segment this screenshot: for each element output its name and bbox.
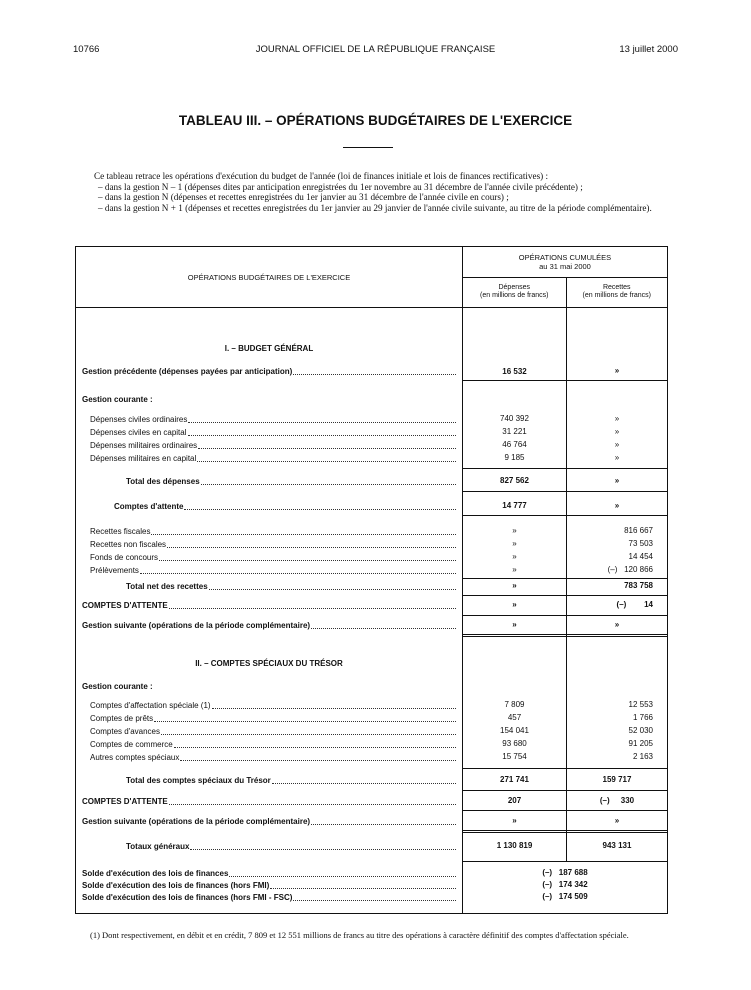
values-area [463, 308, 668, 914]
rule [567, 790, 667, 791]
row-label-total-cst: Total des comptes spéciaux du Trésor [126, 775, 458, 787]
budget-table [75, 246, 668, 914]
cell-depenses: » [512, 816, 517, 825]
row-label-comptes-attente: COMPTES D'ATTENTE [82, 600, 458, 612]
row-label-gestion-precedente: Gestion précédente (dépenses payées par anticipation) [82, 366, 458, 378]
row-label-gestion-suivante: Gestion suivante (opérations de la période complémentaire) [82, 620, 458, 632]
row-label: Recettes non fiscales [90, 539, 458, 551]
page-title: TABLEAU III. – OPÉRATIONS BUDGÉTAIRES DE L'EXERCICE [178, 113, 573, 128]
cell-depenses: 7 809 [504, 700, 525, 709]
cell-depenses: 827 562 [500, 476, 529, 485]
column-header-label: OPÉRATIONS BUDGÉTAIRES DE L'EXERCICE [187, 272, 351, 282]
cell-depenses: » [512, 526, 517, 535]
depenses-column [463, 308, 566, 861]
rule [463, 615, 566, 616]
cell-depenses: » [512, 581, 517, 590]
row-label-gestion-suivante: Gestion suivante (opérations de la période complémentaire) [82, 816, 458, 828]
rule [463, 832, 566, 833]
row-label: Dépenses militaires en capital [90, 453, 458, 465]
depenses-title: Dépenses [498, 283, 531, 291]
cell-solde: (–) 174 342 [542, 880, 588, 889]
section-title: II. – COMPTES SPÉCIAUX DU TRÉSOR [195, 659, 343, 668]
recettes-unit: (en millions de francs) [582, 292, 651, 299]
row-label: Dépenses militaires ordinaires [90, 440, 458, 452]
row-label-totaux-generaux: Totaux généraux [126, 841, 458, 853]
recettes-title: Recettes [602, 283, 631, 291]
rule [567, 468, 667, 469]
cell-recettes: 12 553 [628, 700, 653, 709]
row-label-gestion-courante: Gestion courante : [82, 395, 153, 404]
footnote: (1) Dont respectivement, en débit et en crédit, 7 809 et 12 551 millions de francs au titre des opérations à caractère définitif des comptes d'affectation spéciale. [90, 930, 629, 940]
intro-bullet: – dans la gestion N (dépenses et recettes enregistrées du 1er janvier au 31 décembre de l'année civile en cours) ; [98, 192, 509, 203]
page-number: 10766 [73, 44, 100, 55]
intro-lead: Ce tableau retrace les opérations d'exécution du budget de l'année (loi de finances initiale et lois de finances rectificatives) : [94, 171, 549, 181]
cell-recettes: (–) 14 [616, 600, 653, 609]
page-header [73, 44, 678, 58]
row-label: Dépenses civiles ordinaires [90, 414, 458, 426]
rule [567, 830, 667, 831]
cell-recettes: » [614, 414, 620, 423]
column-group-subtitle: au 31 mai 2000 [539, 262, 591, 271]
rule [567, 810, 667, 811]
cell-depenses: 207 [507, 796, 522, 805]
column-group-title: OPÉRATIONS CUMULÉES [518, 253, 612, 262]
row-label: Prélèvements [90, 565, 458, 577]
rule [463, 578, 566, 579]
row-label-total-depenses: Total des dépenses [126, 476, 458, 488]
column-header-recettes [566, 277, 668, 308]
cell-depenses: 46 764 [502, 440, 527, 449]
cell-recettes: » [614, 816, 620, 825]
cell-recettes: 73 503 [628, 539, 653, 548]
rule [463, 515, 566, 516]
cell-depenses: 154 041 [500, 726, 529, 735]
row-label: Comptes de prêts [90, 713, 458, 725]
rule [567, 615, 667, 616]
rule [567, 578, 667, 579]
cell-recettes: » [614, 440, 620, 449]
cell-depenses: 9 185 [504, 453, 525, 462]
rule [463, 636, 566, 637]
cell-solde: (–) 187 688 [542, 868, 588, 877]
cell-depenses: 14 777 [502, 501, 527, 510]
row-label: Dépenses civiles en capital [90, 427, 458, 439]
row-label-gestion-courante: Gestion courante : [82, 682, 153, 691]
cell-recettes: 943 131 [602, 841, 632, 850]
row-label-comptes-attente: Comptes d'attente [114, 501, 458, 513]
cell-recettes: 783 758 [624, 581, 653, 590]
cell-depenses: 457 [507, 713, 522, 722]
row-label-solde: Solde d'exécution des lois de finances [82, 868, 458, 880]
journal-title: JOURNAL OFFICIEL DE LA RÉPUBLIQUE FRANÇAISE [255, 44, 496, 55]
cell-depenses: » [512, 539, 517, 548]
cell-recettes: (–) 330 [599, 796, 635, 805]
cell-depenses: 93 680 [502, 739, 527, 748]
cell-depenses: 271 741 [500, 775, 529, 784]
rule [463, 380, 566, 381]
column-header-depenses [463, 277, 567, 308]
cell-depenses: » [512, 565, 517, 574]
rule [463, 595, 566, 596]
column-group-header [463, 247, 668, 278]
rule [567, 636, 667, 637]
intro-paragraph [94, 171, 674, 213]
cell-recettes: (–) 120 866 [607, 565, 653, 574]
row-label: Fonds de concours [90, 552, 458, 564]
rule [567, 491, 667, 492]
cell-recettes: » [614, 453, 620, 462]
row-label: Comptes d'affectation spéciale (1) [90, 700, 458, 712]
rule [567, 515, 667, 516]
rule [567, 832, 667, 833]
cell-depenses: 16 532 [502, 367, 527, 376]
cell-recettes: 816 667 [624, 526, 653, 535]
column-header-operations [76, 247, 463, 308]
rule [567, 768, 667, 769]
intro-bullet: – dans la gestion N – 1 (dépenses dites par anticipation enregistrées du 1er novembre au 31 décembre de l'année civile précédente) ; [98, 181, 583, 192]
cell-depenses: » [512, 552, 517, 561]
cell-depenses: 15 754 [502, 752, 527, 761]
cell-depenses: 31 221 [502, 427, 527, 436]
cell-recettes: 52 030 [628, 726, 653, 735]
row-label-total-recettes: Total net des recettes [126, 581, 458, 593]
row-label: Autres comptes spéciaux [90, 752, 458, 764]
rule [463, 634, 566, 635]
cell-solde: (–) 174 509 [542, 892, 588, 901]
rule [463, 468, 566, 469]
labels-column [76, 308, 463, 914]
issue-date: 13 juillet 2000 [619, 44, 678, 55]
row-label: Comptes de commerce [90, 739, 458, 751]
cell-recettes: » [614, 366, 620, 375]
row-label-comptes-attente: COMPTES D'ATTENTE [82, 796, 458, 808]
title-divider [343, 147, 393, 148]
cell-recettes: 159 717 [602, 775, 632, 784]
cell-recettes: 2 163 [632, 752, 653, 761]
cell-depenses: » [512, 620, 517, 629]
row-label: Comptes d'avances [90, 726, 458, 738]
depenses-unit: (en millions de francs) [480, 292, 549, 299]
cell-depenses: » [512, 600, 517, 609]
cell-recettes: » [614, 620, 620, 629]
cell-depenses: 740 392 [500, 414, 529, 423]
cell-recettes: 1 766 [632, 713, 653, 722]
cell-recettes: » [614, 501, 620, 510]
rule [567, 380, 667, 381]
rule [567, 595, 667, 596]
row-label-solde: Solde d'exécution des lois de finances (hors FMI) [82, 880, 458, 892]
cell-recettes: » [614, 427, 620, 436]
recettes-column [567, 308, 667, 861]
intro-bullet: – dans la gestion N + 1 (dépenses et recettes enregistrées du 1er janvier au 29 janvier de l'année civile suivante, au titre de la période complémentaire). [98, 202, 652, 213]
rule [567, 634, 667, 635]
rule [463, 790, 566, 791]
row-label: Recettes fiscales [90, 526, 458, 538]
rule [463, 491, 566, 492]
cell-recettes: 91 205 [628, 739, 653, 748]
row-label-solde: Solde d'exécution des lois de finances (hors FMI - FSC) [82, 892, 458, 904]
section-title: I. – BUDGET GÉNÉRAL [224, 344, 314, 353]
rule [463, 830, 566, 831]
rule [463, 861, 667, 862]
cell-recettes: » [614, 476, 620, 485]
rule [463, 810, 566, 811]
rule [463, 768, 566, 769]
cell-recettes: 14 454 [628, 552, 653, 561]
cell-depenses: 1 130 819 [496, 841, 533, 850]
